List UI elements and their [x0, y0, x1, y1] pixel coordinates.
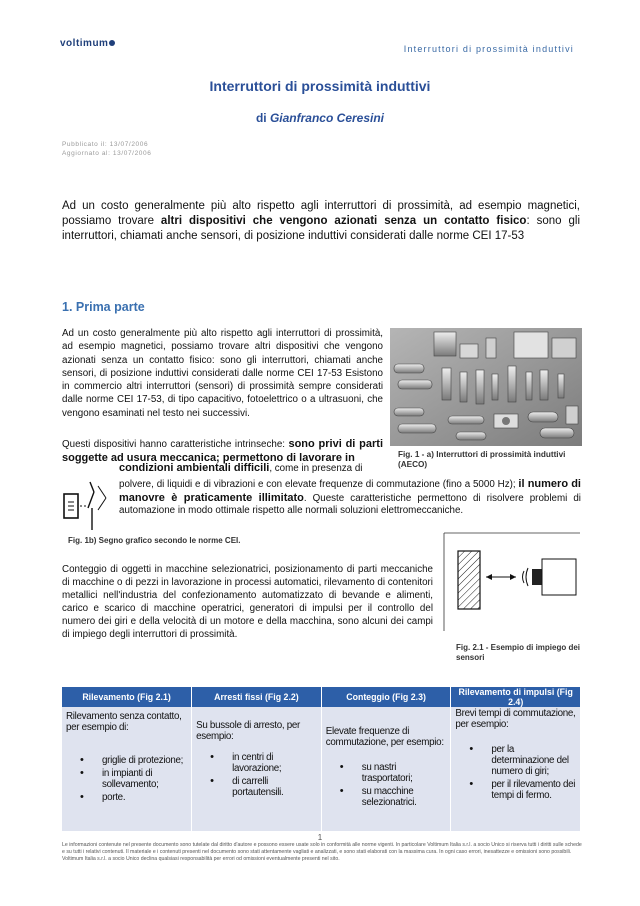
section-paragraph-3: Conteggio di oggetti in macchine selezionatrici, posizionamento di parti meccaniche di macchine o di pezzi in lavorazione in processi automatici, rilevamento di contenitori metallici nell'industria del confezionamento automatizzato di bevande e alimenti, carico e scarico di macchine operatrici, generatori di impulsi per il controllo del numero dei giri e della velocità di un motore e della macchina, sono alcuni dei campi di impiego degli interruttori di prossimità.	[62, 564, 433, 640]
table-header-row	[62, 687, 581, 707]
fig1-caption: Fig. 1 - a) Interruttori di prossimità induttivi (AECO)	[398, 450, 566, 469]
fig21-diagram	[442, 531, 582, 633]
section-paragraph-2-mid	[119, 462, 383, 476]
table-cell	[62, 707, 192, 831]
page-number: 1	[317, 833, 323, 842]
publication-dates	[62, 140, 151, 158]
cell-list	[66, 755, 187, 803]
list-item: • su nastri trasportatori;	[340, 762, 447, 784]
cell-list	[326, 762, 447, 808]
sensors-photo	[390, 328, 582, 446]
table-cell	[321, 707, 451, 831]
p2-tail-a: polvere, di liquidi e di vibrazioni e con elevate frequenze di commutazione (fino a 5000 Hz);	[119, 479, 519, 490]
author-prefix: di	[255, 111, 270, 125]
table-header: Rilevamento (Fig 2.1)	[62, 687, 192, 707]
list-item: • di carrelli portautensili.	[210, 776, 317, 798]
list-item: • per il rilevamento dei tempi di fermo.	[469, 779, 576, 801]
intro-paragraph	[62, 199, 580, 244]
list-item: • griglie di protezione;	[80, 755, 187, 766]
table-cell	[451, 707, 581, 831]
page-title: Interruttori di prossimità induttivi	[209, 78, 431, 94]
p2-bold-3: il numero di manovre è praticamente illimitato	[119, 478, 581, 504]
section-paragraph-2-lead	[62, 438, 383, 465]
voltimum-logo[interactable]	[60, 38, 115, 49]
list-item: • in impianti di sollevamento;	[80, 768, 187, 790]
p2-lead: Questi dispositivi hanno caratteristiche intrinseche:	[62, 439, 289, 450]
logo-dot-icon	[109, 40, 115, 46]
table-header: Arresti fissi (Fig 2.2)	[192, 687, 322, 707]
intro-text-b: : sono gli interruttori, chiamati anche sensori, di posizione induttivi considerati dalle norme CEI 17-53	[62, 215, 580, 242]
cell-intro: Brevi tempi di commutazione, per esempio:	[455, 708, 576, 730]
cell-list	[196, 752, 317, 798]
table-row	[62, 707, 581, 831]
logo-text: voltimum	[60, 38, 109, 49]
list-item: • per la determinazione del numero di giri;	[469, 744, 576, 777]
p2-mid: , come in presenza di	[269, 463, 363, 474]
table-cell	[192, 707, 322, 831]
published-date: Pubblicato il: 13/07/2006	[62, 141, 149, 148]
p2-bold-2: condizioni ambientali difficili	[119, 462, 270, 474]
cell-list	[455, 744, 576, 801]
fig1b-caption: Fig. 1b) Segno grafico secondo le norme CEI.	[68, 536, 241, 545]
author-name: Gianfranco Ceresini	[269, 111, 385, 125]
table-header: Rilevamento di impulsi (Fig 2.4)	[451, 687, 581, 707]
running-title: Interruttori di prossimità induttivi	[403, 44, 574, 54]
list-item: • su macchine selezionatrici.	[340, 786, 447, 808]
intro-bold: altri dispositivi che vengono azionati senza un contatto fisico	[160, 215, 527, 227]
cell-intro: Su bussole di arresto, per esempio:	[196, 720, 300, 742]
cell-intro: Rilevamento senza contatto, per esempio di:	[66, 711, 182, 733]
legal-footer: Le informazioni contenute nel presente documento sono tutelate dal diritto d'autore e possono essere usate solo in conformità alle norme vigenti. In particolare Voltimum Italia s.r.l. a socio Unico si riserva tutti i diritti sulle schede e su tutti i relativi contenuti. Il materiale e i contenuti presenti nel documento sono stati attentamente vagliati e analizzati, e sono stati elaborati con la massima cura. In ogni caso errori, inesattezze e omissioni sono possibili. Voltimum Italia s.r.l. a socio Unico declina qualsiasi responsabilità per errori od omissioni eventualmente presenti nel sito.	[62, 842, 582, 862]
p2-bold-1: sono privi di parti soggette ad usura meccanica; permettono di lavorare in	[62, 438, 383, 464]
intro-text-a: Ad un costo generalmente più alto rispetto agli interruttori di prossimità, ad esempio magnetici, possiamo trovare	[62, 200, 580, 227]
updated-date: Aggiornato al: 13/07/2006	[62, 150, 152, 157]
section-paragraph-1: Ad un costo generalmente più alto rispetto agli interruttori di prossimità, ad esempio magnetici, possiamo trovare altri dispositivi che vengono azionati senza un contatto fisico: sono gli interruttori, chiamati anche sensori, di posizione induttivi considerati dalle norme CEI 17-53 Esistono in commercio altri interruttori (sensori) di prossimità sempre considerati dalle norme CEI 17-53, di tipo capacitivo, fotoelettrico o a ultrasuoni, che vengono esaminati nel testo nei successivi.	[62, 328, 383, 419]
cei-sensor-symbol	[62, 476, 117, 534]
sensors-photo-illustration	[390, 328, 582, 446]
section-heading: 1. Prima parte	[62, 300, 145, 314]
table-header: Conteggio (Fig 2.3)	[321, 687, 451, 707]
fig21-caption: Fig. 2.1 - Esempio di impiego dei sensori	[456, 643, 581, 662]
author-line	[0, 111, 640, 125]
applications-table	[62, 687, 581, 831]
cell-intro: Elevate frequenze di commutazione, per esempio:	[325, 726, 444, 748]
section-paragraph-2-tail	[119, 478, 581, 518]
list-item: • porte.	[80, 792, 187, 803]
list-item: • in centri di lavorazione;	[210, 752, 317, 774]
p2-tail-b: . Queste caratteristiche permettono di risolvere problemi di automazione in modo ottimale rispetto alle normali soluzioni elettromeccaniche.	[119, 492, 581, 516]
